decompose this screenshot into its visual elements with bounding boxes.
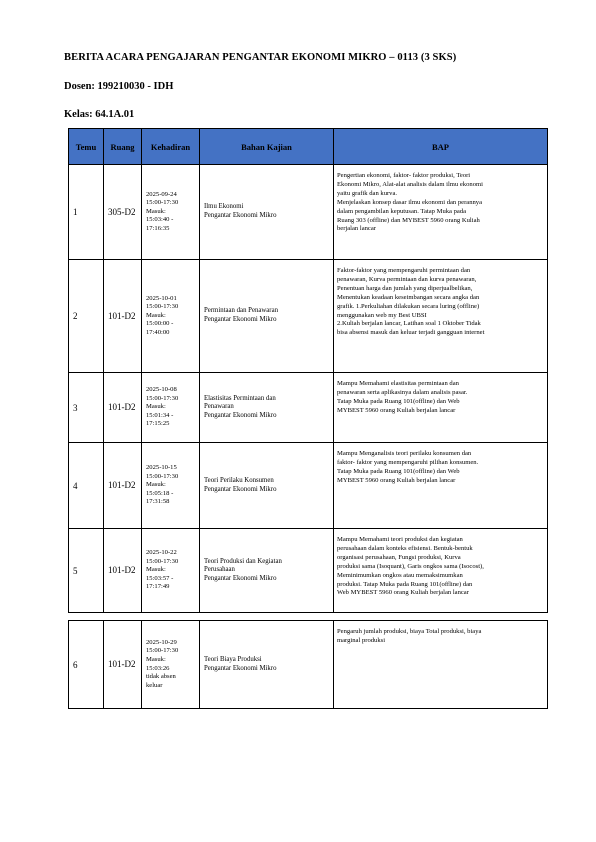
kehadiran-line: 17:15:25 xyxy=(146,420,170,428)
cell-temu: 2 xyxy=(69,260,104,373)
kehadiran-line: Masuk: xyxy=(146,311,166,319)
kehadiran-line: 15:03:57 - xyxy=(146,574,174,582)
bahan-kajian-line: Teori Produksi dan Kegiatan xyxy=(204,557,282,565)
cell-kehadiran xyxy=(142,260,200,373)
table-row xyxy=(69,260,548,373)
kehadiran-line: 2025-10-29 xyxy=(146,638,177,646)
cell-temu: 6 xyxy=(69,621,104,709)
kehadiran-line: 15:05:18 - xyxy=(146,489,174,497)
column-header-bahan-kajian: Bahan Kajian xyxy=(200,129,334,165)
bap-line: Penentuan harga dan jumlah yang diperjualbelikan, xyxy=(337,284,473,292)
cell-kehadiran xyxy=(142,443,200,529)
kehadiran-line: tidak absen xyxy=(146,673,176,681)
bap-line: Meminimumkan ongkos atau memaksimumkan xyxy=(337,571,463,579)
kehadiran-line: 15:00-17:30 xyxy=(146,647,179,655)
kehadiran-line: 17:16:35 xyxy=(146,224,170,232)
bahan-kajian-line: Pengantar Ekonomi Mikro xyxy=(204,411,277,419)
bahan-kajian-line: Ilmu Ekonomi xyxy=(204,203,244,211)
kehadiran-line: 2025-10-15 xyxy=(146,464,177,472)
cell-ruang: 101-D2 xyxy=(104,621,142,709)
kehadiran-line: 15:00-17:30 xyxy=(146,303,179,311)
bahan-kajian-line: Pengantar Ekonomi Mikro xyxy=(204,485,277,493)
cell-bahan-kajian xyxy=(200,529,334,613)
bap-line: MYBEST 5960 orang Kuliah berjalan lancar xyxy=(337,476,456,484)
bap-line: Menentukan keadaan keseimbangan secara angka dan xyxy=(337,293,480,301)
attendance-table-continued xyxy=(68,620,548,709)
kehadiran-line: 17:17:49 xyxy=(146,583,170,591)
bap-line: produksi sama (Isoquant), Garis ongkos sama (Isocost), xyxy=(337,562,484,570)
bap-line: Mampu Memahami elastisitas permintaan dan xyxy=(337,380,459,387)
kehadiran-line: 15:00-17:30 xyxy=(146,472,179,480)
bap-line: faktor- faktor yang mempengaruhi pilihan konsumen. xyxy=(337,458,479,466)
bahan-kajian-line: Elastisitas Permintaan dan xyxy=(204,394,276,402)
bap-line: penawaran, Kurva permintaan dan kurva penawaran, xyxy=(337,275,477,283)
cell-temu: 4 xyxy=(69,443,104,529)
lecturer-line: Dosen: 199210030 - IDH xyxy=(64,81,174,92)
kehadiran-line: 15:00:00 - xyxy=(146,320,174,328)
kehadiran-line: keluar xyxy=(146,681,163,689)
bap-line: Ekonomi Mikro, Alat-alat analisis dalam ilmu ekonomi xyxy=(337,180,483,188)
bap-line: bisa absensi masuk dan keluar terjadi gangguan internet xyxy=(337,329,485,337)
kehadiran-line: Masuk: xyxy=(146,481,166,489)
kehadiran-line: 15:01:34 - xyxy=(146,411,174,419)
bap-line: MYBEST 5960 orang Kuliah berjalan lancar xyxy=(337,406,456,414)
bap-line: Tatap Muka pada Ruang 101(offline) dan Web xyxy=(337,397,460,405)
bap-line: marginal produksi xyxy=(337,636,386,644)
cell-kehadiran xyxy=(142,621,200,709)
table-row xyxy=(69,443,548,529)
cell-bahan-kajian xyxy=(200,621,334,709)
cell-bap xyxy=(334,165,548,260)
kehadiran-line: 15:03:40 - xyxy=(146,216,174,224)
kehadiran-line: 15:00-17:30 xyxy=(146,557,179,565)
bap-line: Web MYBEST 5960 orang Kuliah berjalan lancar xyxy=(337,589,469,597)
class-line: Kelas: 64.1A.01 xyxy=(64,109,135,120)
kehadiran-line: 2025-10-01 xyxy=(146,294,177,302)
kehadiran-line: Masuk: xyxy=(146,655,166,663)
table-row xyxy=(69,165,548,260)
cell-kehadiran xyxy=(142,529,200,613)
bahan-kajian-line: Pengantar Ekonomi Mikro xyxy=(204,574,277,582)
cell-temu: 3 xyxy=(69,373,104,443)
bap-line: produksi. Tatap Muka pada Ruang 101(offline) dan xyxy=(337,580,473,588)
bap-line: organisasi perusahaan, Fungsi produksi, Kurva xyxy=(337,553,461,561)
column-header-bap: BAP xyxy=(334,129,548,165)
bahan-kajian-line: Pengantar Ekonomi Mikro xyxy=(204,212,277,219)
kehadiran-line: 2025-10-08 xyxy=(146,386,177,394)
cell-ruang: 101-D2 xyxy=(104,373,142,443)
cell-bahan-kajian xyxy=(200,443,334,529)
bahan-kajian-line: Teori Perilaku Konsumen xyxy=(204,476,274,484)
bap-line: Tatap Muka pada Ruang 101(offline) dan Web xyxy=(337,467,460,475)
bap-line: berjalan lancar xyxy=(337,225,376,233)
cell-ruang: 101-D2 xyxy=(104,260,142,373)
bap-line: Pengertian ekonomi, faktor- faktor produksi, Teori xyxy=(337,172,471,179)
bap-line: Mampu Memahami teori produksi dan kegiatan xyxy=(337,536,463,543)
kehadiran-line: Masuk: xyxy=(146,207,166,215)
kehadiran-line: 17:40:00 xyxy=(146,328,170,336)
column-header-temu: Temu xyxy=(69,129,104,165)
kehadiran-line: 15:03:26 xyxy=(146,664,170,672)
bahan-kajian-line: Teori Biaya Produksi xyxy=(204,655,262,663)
bap-line: penawaran serta aplikasinya dalam analisis pasar. xyxy=(337,388,468,396)
cell-kehadiran xyxy=(142,165,200,260)
column-header-ruang: Ruang xyxy=(104,129,142,165)
bap-line: Pengaruh jumlah produksi, biaya Total produksi, biaya xyxy=(337,628,482,635)
bap-line: 2.Kuliah berjalan lancar, Latihan soal 1 Oktober Tidak xyxy=(337,320,481,328)
cell-ruang: 101-D2 xyxy=(104,529,142,613)
kehadiran-line: 15:00-17:30 xyxy=(146,199,179,207)
bap-line: Mampu Menganalisis teori perilaku konsumen dan xyxy=(337,450,472,457)
cell-bahan-kajian xyxy=(200,373,334,443)
cell-kehadiran xyxy=(142,373,200,443)
kehadiran-line: Masuk: xyxy=(146,566,166,574)
bap-line: dalam pengambilan keputusan. Tatap Muka pada xyxy=(337,207,467,215)
bap-line: grafik. 1.Perkuliahan dilakukan secara luring (offline) xyxy=(337,302,480,310)
bahan-kajian-line: Pengantar Ekonomi Mikro xyxy=(204,316,277,323)
bap-line: perusahaan dalam konteks efisiensi. Bentuk-bentuk xyxy=(337,544,473,552)
cell-bap xyxy=(334,443,548,529)
table-row xyxy=(69,529,548,613)
bap-line: Menjelaskan konsep dasar ilmu ekonomi dan perannya xyxy=(337,198,483,206)
cell-bahan-kajian xyxy=(200,165,334,260)
column-header-kehadiran: Kehadiran xyxy=(142,129,200,165)
cell-bap xyxy=(334,260,548,373)
kehadiran-line: 2025-10-22 xyxy=(146,549,177,557)
cell-bap xyxy=(334,621,548,709)
cell-ruang: 305-D2 xyxy=(104,165,142,260)
cell-bap xyxy=(334,373,548,443)
kehadiran-line: 2025-09-24 xyxy=(146,190,177,198)
cell-ruang: 101-D2 xyxy=(104,443,142,529)
bahan-kajian-line: Pengantar Ekonomi Mikro xyxy=(204,664,277,672)
bap-line: menggunakan web my Best UBSI xyxy=(337,311,427,319)
table-row xyxy=(69,621,548,709)
cell-temu: 1 xyxy=(69,165,104,260)
cell-bahan-kajian xyxy=(200,260,334,373)
bap-line: Faktor-faktor yang mempengaruhi permintaan dan xyxy=(337,267,471,274)
kehadiran-line: Masuk: xyxy=(146,403,166,411)
table-row xyxy=(69,373,548,443)
bap-line: yaitu grafik dan kurva. xyxy=(337,189,398,197)
kehadiran-line: 15:00-17:30 xyxy=(146,394,179,402)
bahan-kajian-line: Permintaan dan Penawaran xyxy=(204,307,278,315)
cell-bap xyxy=(334,529,548,613)
table-header-row xyxy=(69,129,548,165)
document-title: BERITA ACARA PENGAJARAN PENGANTAR EKONOMI MIKRO – 0113 (3 SKS) xyxy=(64,52,457,63)
kehadiran-line: 17:31:58 xyxy=(146,498,170,506)
cell-temu: 5 xyxy=(69,529,104,613)
bap-line: Ruang 303 (offline) dan MYBEST 5960 orang Kuliah xyxy=(337,216,480,224)
bahan-kajian-line: Perusahaan xyxy=(204,566,235,574)
bahan-kajian-line: Penawaran xyxy=(204,403,234,411)
attendance-table xyxy=(68,128,548,613)
